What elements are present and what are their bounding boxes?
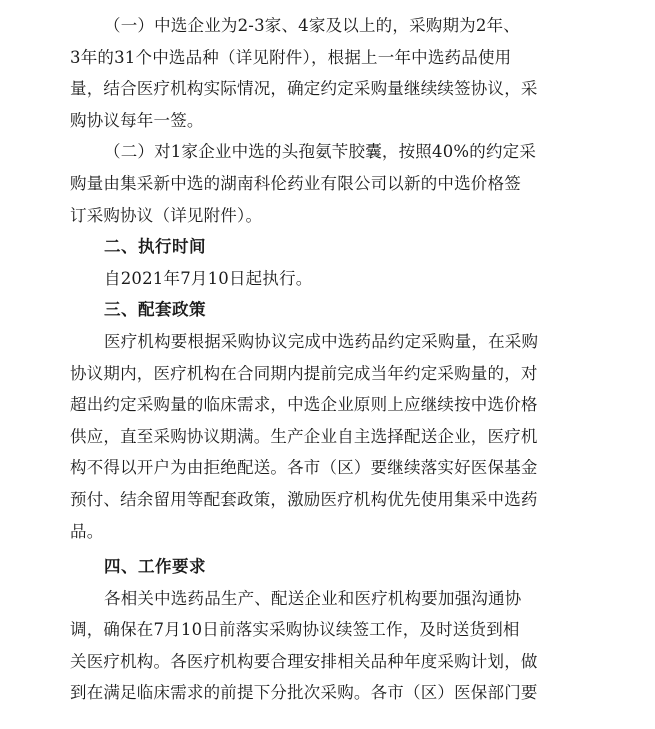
paragraph-line: 自2021年7月10日起执行。 — [104, 268, 313, 288]
section-heading-supporting-policy: 三、配套政策 — [104, 300, 206, 320]
paragraph-line: 购协议每年一签。 — [70, 110, 204, 130]
paragraph-line: 构不得以开户为由拒绝配送。各市（区）要继续落实好医保基金 — [70, 458, 538, 478]
paragraph-line: 到在满足临床需求的前提下分批次采购。各市（区）医保部门要 — [70, 683, 538, 703]
paragraph-line: 调，确保在7月10日前落实采购协议续签工作，及时送货到相 — [70, 620, 520, 640]
paragraph-line: 量，结合医疗机构实际情况，确定约定采购量继续续签协议，采 — [70, 79, 538, 99]
section-heading-execution-time: 二、执行时间 — [104, 237, 206, 257]
paragraph-line: 品。 — [70, 521, 104, 541]
section-heading-work-requirements: 四、工作要求 — [104, 557, 206, 577]
paragraph-line: 各相关中选药品生产、配送企业和医疗机构要加强沟通协 — [104, 588, 522, 608]
paragraph-line: 供应，直至采购协议期满。生产企业自主选择配送企业，医疗机 — [70, 426, 538, 446]
paragraph-line: 订采购协议（详见附件）。 — [70, 205, 263, 225]
paragraph-line: 关医疗机构。各医疗机构要合理安排相关品种年度采购计划，做 — [70, 651, 538, 671]
paragraph-line: （一）中选企业为2-3家、4家及以上的，采购期为2年、 — [104, 16, 520, 35]
paragraph-line: 医疗机构要根据采购协议完成中选药品约定采购量，在采购 — [104, 331, 539, 351]
paragraph-line: 3年的31个中选品种（详见附件），根据上一年中选药品使用 — [70, 47, 512, 67]
paragraph-line: 超出约定采购量的临床需求，中选企业原则上应继续按中选价格 — [70, 395, 538, 415]
paragraph-line: 预付、结余留用等配套政策，激励医疗机构优先使用集采中选药 — [70, 489, 538, 509]
paragraph-line: 购量由集采新中选的湖南科伦药业有限公司以新的中选价格签 — [70, 173, 521, 193]
paragraph-line: 协议期内，医疗机构在合同期内提前完成当年约定采购量的，对 — [70, 363, 538, 383]
paragraph-line: （二）对1家企业中选的头孢氨苄胶囊，按照40%的约定采 — [104, 142, 537, 162]
